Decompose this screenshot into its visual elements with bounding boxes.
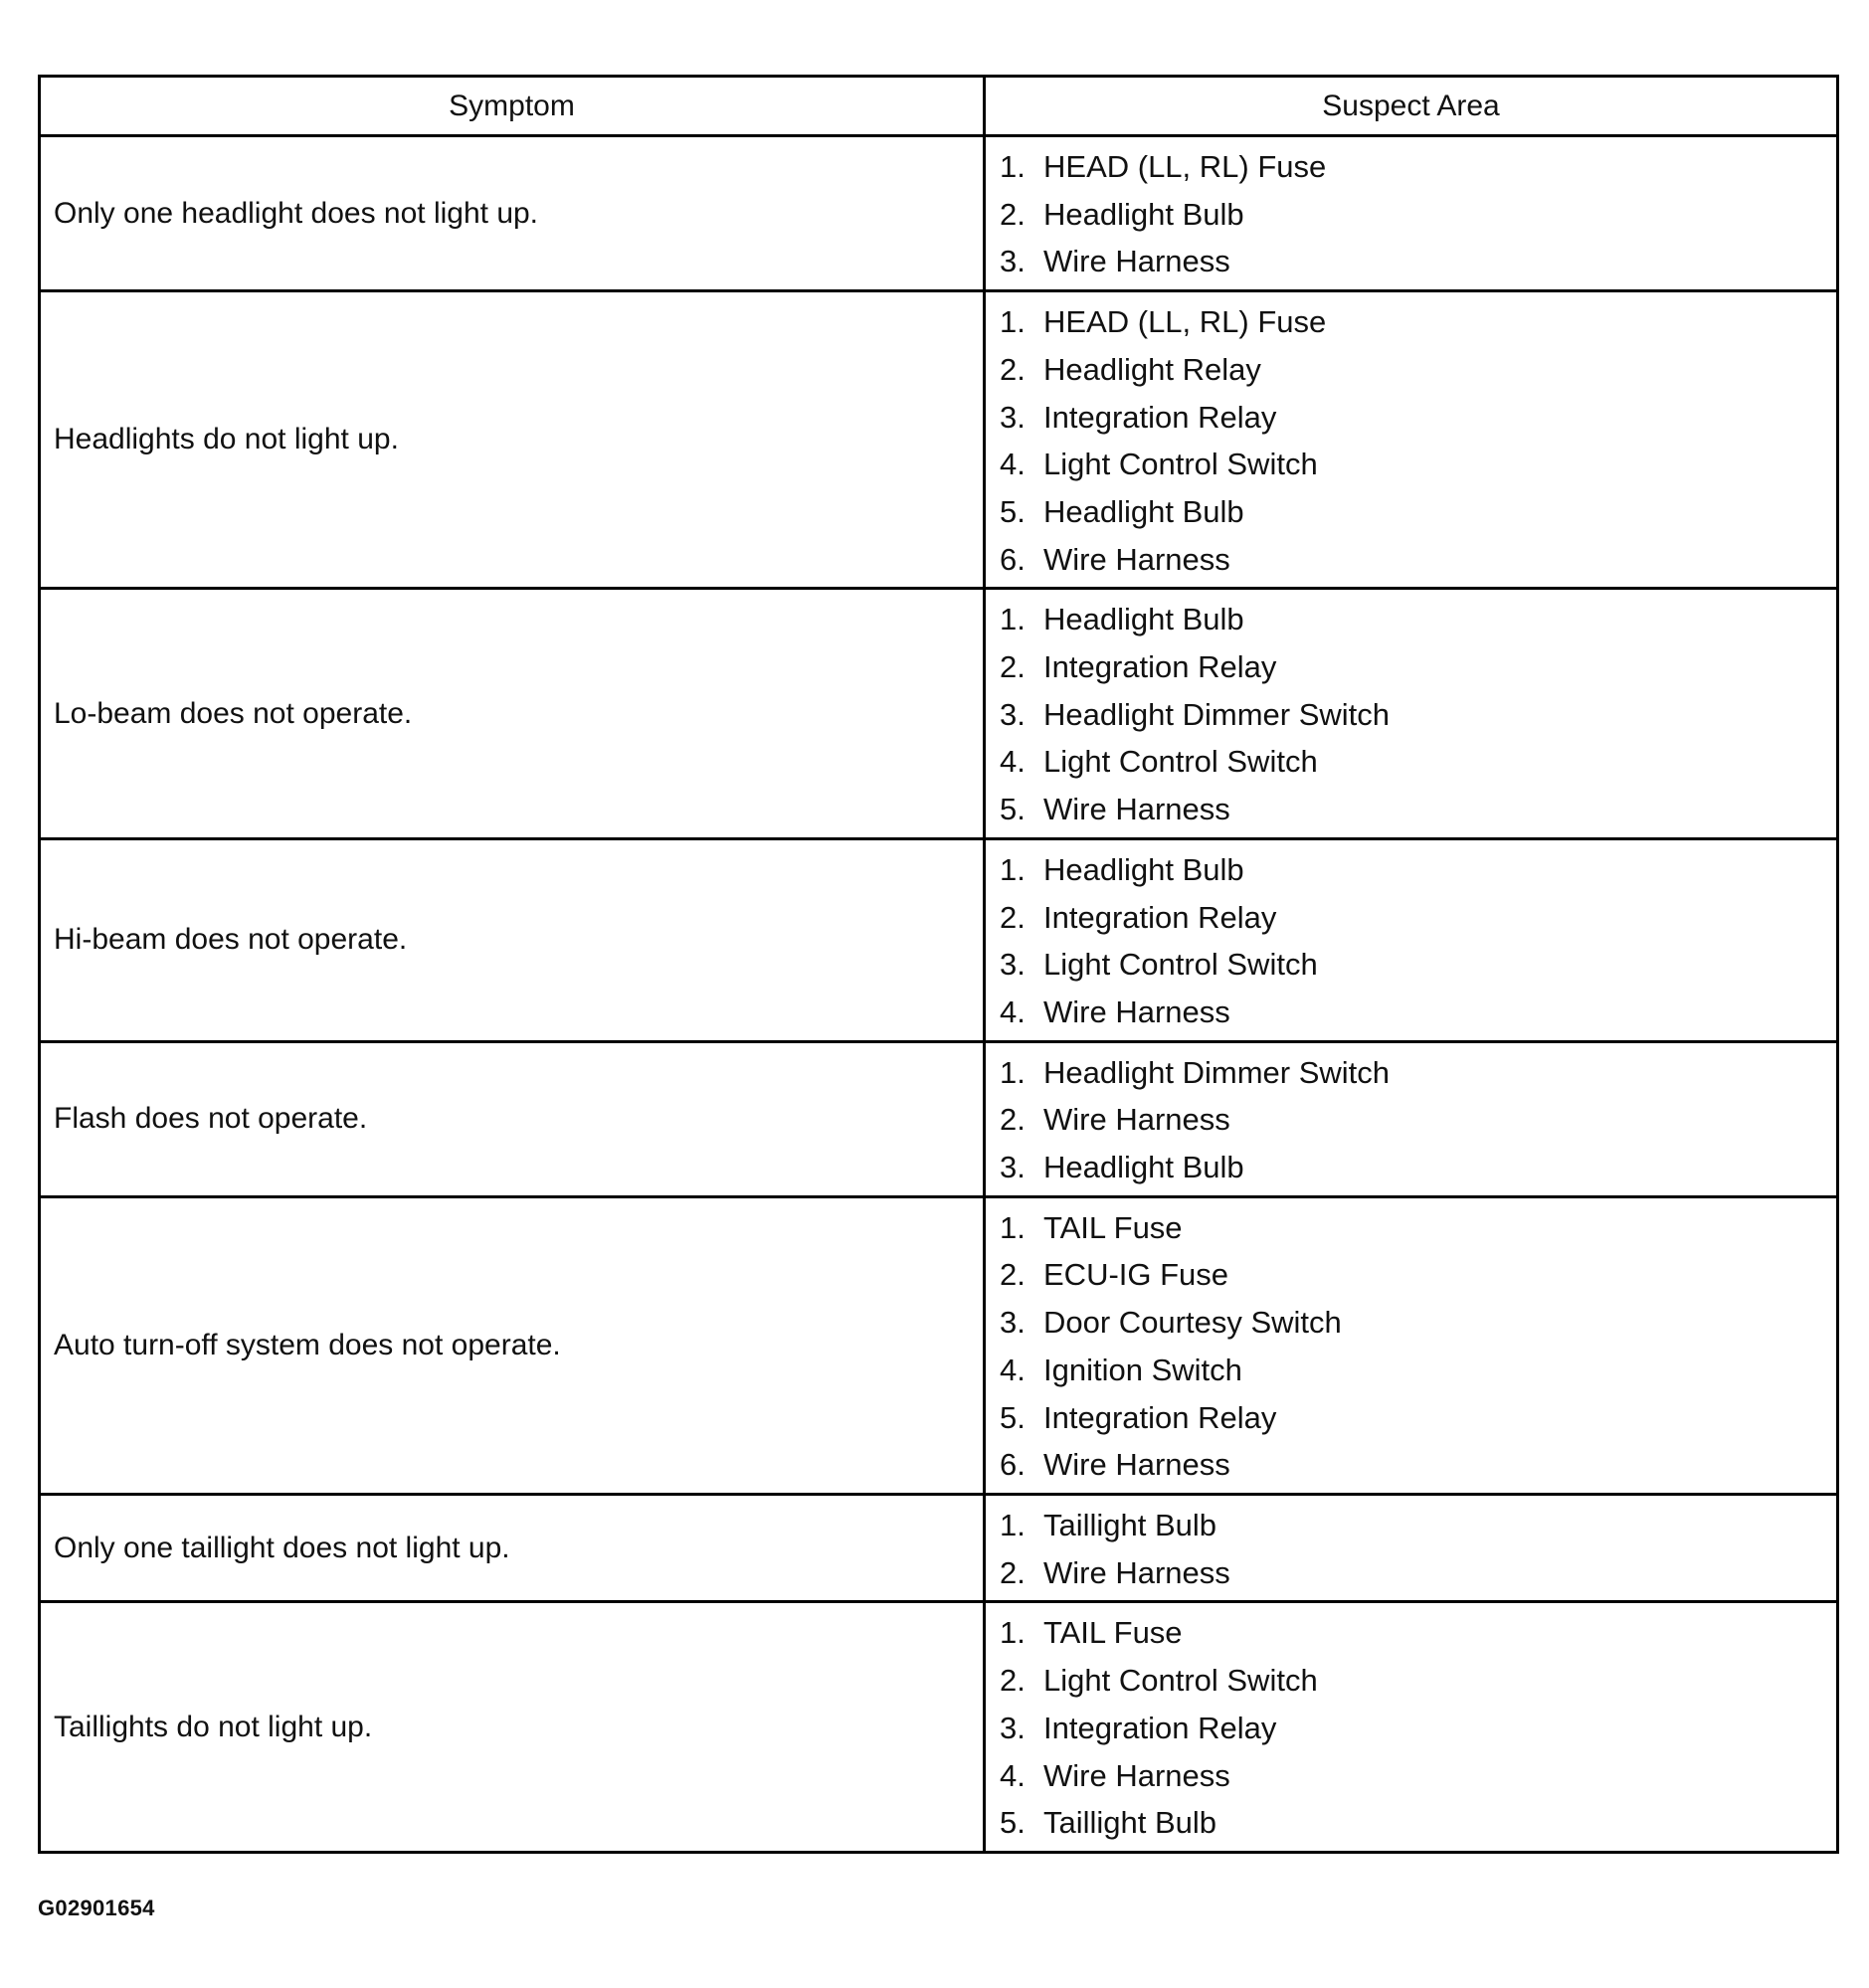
suspect-area-text: Ignition Switch: [1043, 1352, 1242, 1387]
suspect-area-number: 5.: [1000, 493, 1026, 529]
table-body: [40, 136, 1838, 1853]
suspect-area-item: [1000, 1049, 1836, 1097]
suspect-area-number: 2.: [1000, 1554, 1026, 1590]
suspect-area-number: 1.: [1000, 149, 1026, 184]
suspect-area-list: [1000, 846, 1836, 1036]
suspect-area-item: [1000, 846, 1836, 894]
suspect-area-number: 1.: [1000, 851, 1026, 887]
suspect-area-text: TAIL Fuse: [1043, 1615, 1183, 1651]
suspect-area-number: 4.: [1000, 447, 1026, 482]
suspect-area-number: 3.: [1000, 696, 1026, 732]
suspect-area-item: [1000, 596, 1836, 643]
suspect-area-item: [1000, 1609, 1836, 1657]
suspect-area-number: 2.: [1000, 1257, 1026, 1293]
suspect-area-text: Wire Harness: [1043, 541, 1230, 577]
suspect-area-text: HEAD (LL, RL) Fuse: [1043, 304, 1327, 340]
table-row: [40, 291, 1838, 589]
suspect-area-text: HEAD (LL, RL) Fuse: [1043, 149, 1327, 184]
table-row: [40, 1196, 1838, 1494]
suspect-area-text: Headlight Bulb: [1043, 493, 1244, 529]
symptom-column-header: Symptom: [40, 77, 985, 136]
suspect-area-list: [1000, 1502, 1836, 1596]
suspect-area-text: Light Control Switch: [1043, 447, 1318, 482]
suspect-area-text: Integration Relay: [1043, 649, 1277, 685]
symptom-cell: Headlights do not light up.: [40, 291, 985, 589]
suspect-area-text: Headlight Dimmer Switch: [1043, 1054, 1390, 1090]
suspect-area-item: [1000, 1657, 1836, 1705]
table-row: [40, 1602, 1838, 1853]
suspect-area-number: 4.: [1000, 744, 1026, 780]
suspect-area-number: 6.: [1000, 1447, 1026, 1483]
symptom-cell: Hi-beam does not operate.: [40, 838, 985, 1041]
suspect-area-item: [1000, 1394, 1836, 1442]
suspect-area-text: Wire Harness: [1043, 1447, 1230, 1483]
suspect-area-text: Light Control Switch: [1043, 744, 1318, 780]
suspect-area-item: [1000, 894, 1836, 942]
suspect-area-text: Taillight Bulb: [1043, 1507, 1217, 1542]
suspect-area-list: [1000, 1609, 1836, 1847]
suspect-area-text: Wire Harness: [1043, 994, 1230, 1029]
figure-code: G02901654: [38, 1896, 155, 1920]
suspect-area-number: 1.: [1000, 602, 1026, 637]
suspect-area-number: 4.: [1000, 994, 1026, 1029]
suspect-area-item: [1000, 1251, 1836, 1299]
suspect-area-text: Headlight Bulb: [1043, 602, 1244, 637]
suspect-area-number: 3.: [1000, 399, 1026, 435]
table-header-row: [40, 77, 1838, 136]
suspect-area-text: Headlight Relay: [1043, 351, 1261, 387]
suspect-area-item: [1000, 394, 1836, 442]
suspect-area-item: [1000, 1502, 1836, 1549]
suspect-area-item: [1000, 1204, 1836, 1252]
suspect-area-item: [1000, 298, 1836, 346]
suspect-area-list: [1000, 596, 1836, 833]
suspect-area-number: 2.: [1000, 351, 1026, 387]
suspect-area-cell: [985, 838, 1838, 1041]
suspect-area-text: Wire Harness: [1043, 792, 1230, 827]
symptom-cell: Only one headlight does not light up.: [40, 136, 985, 291]
suspect-area-item: [1000, 989, 1836, 1036]
suspect-area-number: 3.: [1000, 1305, 1026, 1341]
suspect-area-text: Integration Relay: [1043, 899, 1277, 935]
suspect-area-text: Integration Relay: [1043, 399, 1277, 435]
suspect-area-text: Headlight Bulb: [1043, 196, 1244, 232]
suspect-area-text: Headlight Bulb: [1043, 851, 1244, 887]
suspect-area-item: [1000, 1441, 1836, 1489]
suspect-area-item: [1000, 941, 1836, 989]
suspect-area-item: [1000, 536, 1836, 584]
suspect-area-list: [1000, 298, 1836, 583]
suspect-area-list: [1000, 1049, 1836, 1191]
suspect-area-text: Headlight Dimmer Switch: [1043, 696, 1390, 732]
suspect-area-text: Light Control Switch: [1043, 947, 1318, 983]
suspect-area-number: 1.: [1000, 304, 1026, 340]
suspect-area-list: [1000, 1204, 1836, 1489]
suspect-area-number: 2.: [1000, 649, 1026, 685]
suspect-area-item: [1000, 691, 1836, 739]
table-row: [40, 838, 1838, 1041]
symptom-cell: Flash does not operate.: [40, 1041, 985, 1196]
suspect-area-list: [1000, 143, 1836, 285]
suspect-area-text: Taillight Bulb: [1043, 1805, 1217, 1841]
suspect-area-text: Headlight Bulb: [1043, 1150, 1244, 1185]
symptom-cell: Auto turn-off system does not operate.: [40, 1196, 985, 1494]
suspect-area-item: [1000, 1347, 1836, 1394]
suspect-area-cell: [985, 1196, 1838, 1494]
suspect-area-text: Door Courtesy Switch: [1043, 1305, 1342, 1341]
table-row: [40, 1041, 1838, 1196]
suspect-area-item: [1000, 1299, 1836, 1347]
suspect-area-item: [1000, 1799, 1836, 1847]
suspect-area-item: [1000, 191, 1836, 239]
suspect-area-column-header: Suspect Area: [985, 77, 1838, 136]
suspect-area-number: 5.: [1000, 1399, 1026, 1435]
suspect-area-item: [1000, 346, 1836, 394]
suspect-area-number: 1.: [1000, 1507, 1026, 1542]
suspect-area-text: Integration Relay: [1043, 1710, 1277, 1745]
suspect-area-text: ECU-IG Fuse: [1043, 1257, 1229, 1293]
suspect-area-item: [1000, 143, 1836, 191]
symptom-cell: Taillights do not light up.: [40, 1602, 985, 1853]
suspect-area-item: [1000, 643, 1836, 691]
suspect-area-number: 3.: [1000, 1710, 1026, 1745]
suspect-area-number: 6.: [1000, 541, 1026, 577]
suspect-area-cell: [985, 1494, 1838, 1601]
suspect-area-cell: [985, 291, 1838, 589]
suspect-area-number: 3.: [1000, 1150, 1026, 1185]
suspect-area-item: [1000, 488, 1836, 536]
suspect-area-number: 2.: [1000, 899, 1026, 935]
suspect-area-number: 4.: [1000, 1352, 1026, 1387]
suspect-area-text: Integration Relay: [1043, 1399, 1277, 1435]
suspect-area-number: 1.: [1000, 1615, 1026, 1651]
suspect-area-text: Wire Harness: [1043, 244, 1230, 279]
suspect-area-number: 2.: [1000, 1663, 1026, 1699]
suspect-area-item: [1000, 441, 1836, 488]
suspect-area-item: [1000, 238, 1836, 285]
suspect-area-number: 2.: [1000, 1102, 1026, 1138]
suspect-area-text: Light Control Switch: [1043, 1663, 1318, 1699]
suspect-area-item: [1000, 738, 1836, 786]
suspect-area-cell: [985, 1041, 1838, 1196]
suspect-area-text: Wire Harness: [1043, 1757, 1230, 1793]
table-row: [40, 136, 1838, 291]
symptom-cell: Lo-beam does not operate.: [40, 589, 985, 839]
suspect-area-item: [1000, 1144, 1836, 1191]
symptom-cell: Only one taillight does not light up.: [40, 1494, 985, 1601]
troubleshooting-sheet: [38, 75, 1836, 1854]
suspect-area-number: 3.: [1000, 947, 1026, 983]
table-row: [40, 589, 1838, 839]
suspect-area-number: 3.: [1000, 244, 1026, 279]
suspect-area-number: 1.: [1000, 1209, 1026, 1245]
suspect-area-number: 4.: [1000, 1757, 1026, 1793]
suspect-area-number: 5.: [1000, 792, 1026, 827]
suspect-area-text: Wire Harness: [1043, 1554, 1230, 1590]
suspect-area-item: [1000, 786, 1836, 833]
suspect-area-item: [1000, 1752, 1836, 1800]
suspect-area-number: 1.: [1000, 1054, 1026, 1090]
suspect-area-text: Wire Harness: [1043, 1102, 1230, 1138]
suspect-area-cell: [985, 1602, 1838, 1853]
suspect-area-item: [1000, 1096, 1836, 1144]
suspect-area-text: TAIL Fuse: [1043, 1209, 1183, 1245]
table-row: [40, 1494, 1838, 1601]
suspect-area-cell: [985, 589, 1838, 839]
suspect-area-number: 2.: [1000, 196, 1026, 232]
symptom-table: [38, 75, 1839, 1854]
suspect-area-cell: [985, 136, 1838, 291]
suspect-area-item: [1000, 1705, 1836, 1752]
suspect-area-number: 5.: [1000, 1805, 1026, 1841]
suspect-area-item: [1000, 1549, 1836, 1597]
